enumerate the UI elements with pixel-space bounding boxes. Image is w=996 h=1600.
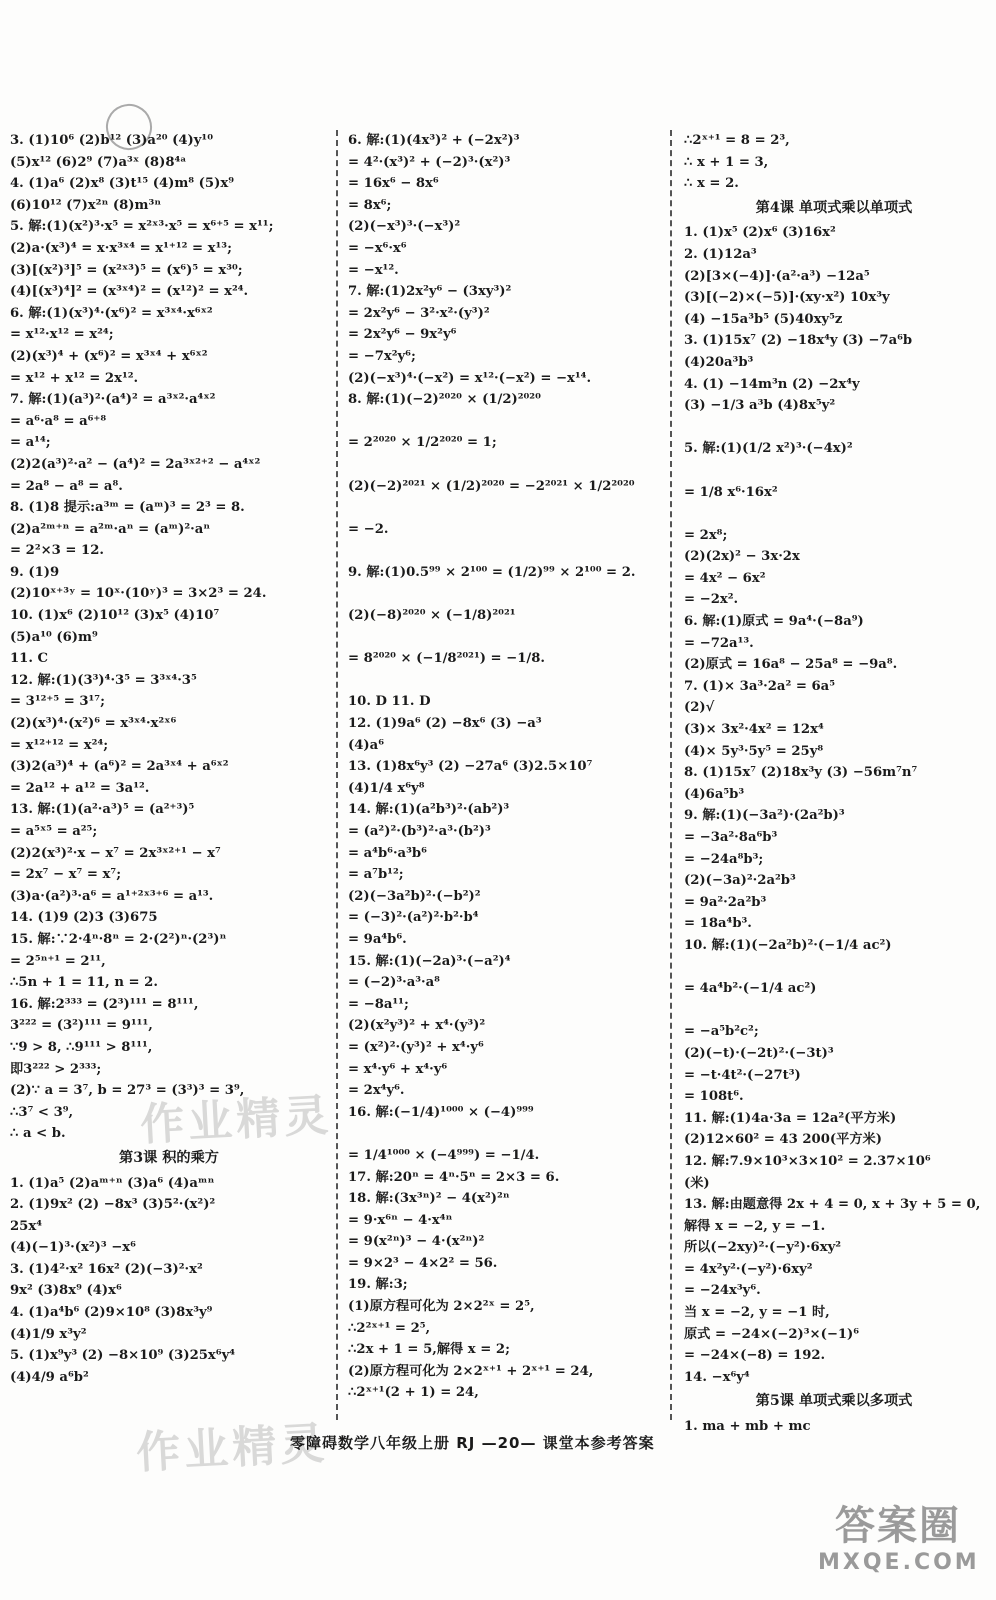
answer-line: = 2a¹² + a¹² = 3a¹².: [10, 780, 150, 796]
answer-line: = −2.: [348, 521, 389, 537]
answer-line: (4)1/4 x⁶y⁸: [348, 780, 425, 796]
answer-line: [348, 627, 658, 649]
answer-line: 5. 解:(1)(x²)³·x⁵ = x²ˣ³·x⁵ = x⁶⁺⁵ = x¹¹;: [10, 219, 274, 235]
page-footer: 零障碍数学八年级上册 RJ —20— 课堂本参考答案: [290, 1434, 655, 1452]
answer-line: (6)10¹² (7)x²ⁿ (8)m³ⁿ: [10, 197, 162, 213]
answer-line: = 8²⁰²⁰ × (−1/8²⁰²¹) = −1/8.: [348, 651, 545, 667]
answer-line: (4) −15a³b⁵ (5)40xy⁵z: [684, 311, 843, 327]
answer-line: (2)12×60² = 43 200(平方米): [684, 1132, 882, 1148]
answer-line: 2. (1)12a³: [684, 246, 757, 262]
answer-line: = a⁷b¹²;: [348, 867, 404, 883]
answer-line: (4)6a⁵b³: [684, 786, 745, 802]
answer-line: = x¹² + x¹² = 2x¹².: [10, 370, 139, 386]
answer-line: 解得 x = −2, y = −1.: [684, 1218, 826, 1234]
answer-line: 6. 解:(1)(x³)⁴·(x⁶)² = x³ˣ⁴·x⁶ˣ²: [10, 305, 213, 321]
answer-line: = 1/4¹⁰⁰⁰ × (−4⁹⁹⁹) = −1/4.: [348, 1147, 540, 1163]
answer-line: = 9×2³ − 4×2² = 56.: [348, 1255, 498, 1271]
answer-line: (2)(−3a)²·2a²b³: [684, 873, 796, 889]
answer-line: (5)a¹⁰ (6)m⁹: [10, 629, 98, 645]
answer-line: (2)(x³)⁴·(x²)⁶ = x³ˣ⁴·x²ˣ⁶: [10, 716, 177, 732]
answer-line: 1. (1)x⁵ (2)x⁶ (3)16x²: [684, 225, 836, 241]
answer-line: 18. 解:(3x³ⁿ)² − 4(x²)²ⁿ: [348, 1191, 510, 1207]
answer-line: = 2x⁸;: [684, 527, 728, 543]
answer-line: ∵9 > 8, ∴9¹¹¹ > 8¹¹¹,: [10, 1039, 153, 1055]
answer-line: 4. (1) −14m³n (2) −2x⁴y: [684, 376, 860, 392]
answer-line: 7. (1)× 3a³·2a² = 6a⁵: [684, 678, 835, 694]
lesson-heading: 第4课 单项式乘以单项式: [755, 199, 913, 216]
answer-line: = 9a⁴b⁶.: [348, 931, 407, 947]
answer-line: = −24×(−8) = 192.: [684, 1348, 826, 1364]
answer-line: 1. (1)a⁵ (2)aᵐ⁺ⁿ (3)a⁶ (4)aᵐⁿ: [10, 1175, 215, 1191]
answer-line: 17. 解:20ⁿ = 4ⁿ·5ⁿ = 2×3 = 6.: [348, 1169, 560, 1185]
answer-line: = 4a⁴b²·(−1/4 ac²): [684, 981, 817, 997]
lesson-heading: 第5课 单项式乘以多项式: [755, 1393, 913, 1410]
answer-line: 9. (1)9: [10, 564, 60, 580]
answer-line: [348, 540, 658, 562]
answer-line: (4)× 5y³·5y⁵ = 25y⁸: [684, 743, 824, 759]
watermark: 作业精灵: [135, 1418, 330, 1479]
answer-line: = 2²×3 = 12.: [10, 543, 104, 559]
answer-line: [684, 957, 984, 979]
answer-line: (3)[(x²)³]⁵ = (x²ˣ³)⁵ = (x⁶)⁵ = x³⁰;: [10, 262, 243, 278]
answer-line: (2)(−3a²b)²·(−b²)²: [348, 888, 481, 904]
answer-line: [348, 670, 658, 692]
answer-line: (3) −1/3 a³b (4)8x⁵y²: [684, 398, 836, 414]
answer-line: 8. (1)15x⁷ (2)18x³y (3) −56m⁷n⁷: [684, 765, 918, 781]
answer-line: ∴5n + 1 = 11, n = 2.: [10, 975, 158, 991]
answer-column-middle: [348, 130, 658, 1404]
answer-line: (5)x¹² (6)2⁹ (7)a³ˣ (8)8⁴ᵃ: [10, 154, 187, 170]
answer-line: = 9(x²ⁿ)³ − 4·(x²ⁿ)²: [348, 1234, 485, 1250]
answer-line: = 4²·(x³)² + (−2)³·(x²)³: [348, 154, 511, 170]
answer-line: 3. (1)15x⁷ (2) −18x⁴y (3) −7a⁶b: [684, 333, 913, 349]
answer-line: (4)4/9 a⁶b²: [10, 1369, 89, 1385]
answer-line: = a⁵ˣ⁵ = a²⁵;: [10, 824, 98, 839]
answer-line: = 108t⁶.: [684, 1089, 744, 1105]
answer-line: = (−3)²·(a²)²·b²·b⁴: [348, 910, 479, 926]
answer-line: 2. (1)9x² (2) −8x³ (3)5²·(x²)²: [10, 1197, 216, 1213]
answer-line: 5. (1)x⁹y³ (2) −8×10⁹ (3)25x⁶y⁴: [10, 1348, 236, 1364]
answer-line: = 2²⁰²⁰ × 1/2²⁰²⁰ = 1;: [348, 435, 497, 451]
answer-line: 5. 解:(1)(1/2 x²)³·(−4x)²: [684, 441, 853, 457]
answer-line: (2)(−x³)³·(−x³)²: [348, 219, 461, 235]
answer-line: = x⁴·y⁶ + x⁴·y⁶: [348, 1061, 448, 1077]
column-divider: [336, 130, 338, 1420]
answer-line: 12. (1)9a⁶ (2) −8x⁶ (3) −a³: [348, 716, 542, 732]
answer-line: = −x⁶·x⁶: [348, 240, 407, 256]
answer-line: = 1/8 x⁶·16x²: [684, 484, 778, 500]
answer-line: (4)[(x³)⁴]² = (x³ˣ⁴)² = (x¹²)² = x²⁴.: [10, 284, 249, 300]
answer-line: = 2x²y⁶ − 9x²y⁶: [348, 327, 457, 343]
answer-line: (3)a·(a²)³·a⁶ = a¹⁺²ˣ³⁺⁶ = a¹³.: [10, 888, 214, 904]
answer-line: ∴ a < b.: [10, 1126, 66, 1142]
answer-line: (2)∵ a = 3⁷, b = 27³ = (3³)³ = 3⁹,: [10, 1083, 245, 1099]
answer-line: = −2x².: [684, 592, 739, 608]
answer-line: = −24x³y⁶.: [684, 1283, 761, 1299]
answer-line: (2)(−8)²⁰²⁰ × (−1/8)²⁰²¹: [348, 608, 516, 624]
answer-line: = −3a²·8a⁶b³: [684, 830, 778, 845]
answer-line: (2)原方程可化为 2×2ˣ⁺¹ + 2ˣ⁺¹ = 24,: [348, 1363, 594, 1379]
answer-line: 7. 解:(1)2x²y⁶ − (3xy³)²: [348, 284, 512, 300]
answer-line: 即3²²² > 2³³³;: [10, 1061, 102, 1077]
answer-line: 9. 解:(1)(−3a²)·(2a²b)³: [684, 808, 845, 824]
answer-line: (3)× 3x²·4x² = 12x⁴: [684, 722, 824, 738]
answer-line: 9. 解:(1)0.5⁹⁹ × 2¹⁰⁰ = (1/2)⁹⁹ × 2¹⁰⁰ = 2.: [348, 564, 636, 580]
answer-line: = 18a⁴b³.: [684, 916, 752, 932]
answer-line: (2)(x³)⁴ + (x⁶)² = x³ˣ⁴ + x⁶ˣ²: [10, 348, 208, 364]
answer-line: 3. (1)10⁶ (2)b¹² (3)a²⁰ (4)y¹⁰: [10, 133, 213, 148]
answer-line: 原式 = −24×(−2)³×(−1)⁶: [684, 1326, 860, 1342]
answer-line: 8. 解:(1)(−2)²⁰²⁰ × (1/2)²⁰²⁰: [348, 392, 541, 408]
answer-line: = −7x²y⁶;: [348, 348, 416, 364]
answer-line: 16. 解:2³³³ = (2³)¹¹¹ = 8¹¹¹,: [10, 996, 199, 1012]
answer-line: = 16x⁶ − 8x⁶: [348, 176, 439, 192]
answer-line: = a¹⁴;: [10, 435, 51, 451]
answer-line: ∴2²ˣ⁺¹ = 2⁵,: [348, 1320, 431, 1336]
answer-line: 当 x = −2, y = −1 时,: [684, 1305, 830, 1321]
watermark: 作业精灵: [139, 1090, 334, 1151]
answer-line: ∴ x + 1 = 3,: [684, 154, 769, 170]
answer-line: (2)10ˣ⁺³ʸ = 10ˣ·(10ʸ)³ = 3×2³ = 24.: [10, 586, 267, 602]
answer-line: 所以(−2xy)²·(−y²)·6xy²: [684, 1240, 842, 1256]
answer-line: = 9·x⁶ⁿ − 4·x⁴ⁿ: [348, 1212, 453, 1228]
answer-line: 11. 解:(1)4a·3a = 12a²(平方米): [684, 1110, 897, 1126]
answer-line: [348, 454, 658, 476]
answer-column-right: [684, 130, 984, 1438]
answer-line: = 3¹²⁺⁵ = 3¹⁷;: [10, 694, 105, 710]
answer-line: 4. (1)a⁶ (2)x⁸ (3)t¹⁵ (4)m⁸ (5)x⁹: [10, 176, 234, 192]
answer-line: [348, 583, 658, 605]
answer-line: 14. −x⁶y⁴: [684, 1369, 750, 1385]
answer-line: (4)a⁶: [348, 737, 384, 753]
answer-line: 4. (1)a⁴b⁶ (2)9×10⁸ (3)8x³y⁹: [10, 1305, 213, 1321]
answer-line: = 2x²y⁶ − 3²·x²·(y³)²: [348, 305, 490, 321]
answer-line: 10. D 11. D: [348, 694, 431, 710]
logo-url: MXQE.COM: [818, 1550, 980, 1575]
column-divider: [670, 130, 672, 1420]
answer-line: 6. 解:(1)(4x³)² + (−2x²)³: [348, 133, 520, 148]
answer-line: ∴2ˣ⁺¹(2 + 1) = 24,: [348, 1385, 479, 1401]
answer-line: 16. 解:(−1/4)¹⁰⁰⁰ × (−4)⁹⁹⁹: [348, 1104, 534, 1120]
answer-line: [684, 460, 984, 482]
answer-line: = −8a¹¹;: [348, 996, 409, 1012]
answer-line: (3)[(−2)×(−5)]·(xy·x²) 10x³y: [684, 290, 890, 306]
answer-line: (2)√: [684, 700, 715, 716]
answer-line: ∴2x + 1 = 5,解得 x = 2;: [348, 1342, 510, 1358]
answer-line: = −72a¹³.: [684, 635, 754, 651]
answer-line: (3)2(a³)⁴ + (a⁶)² = 2a³ˣ⁴ + a⁶ˣ²: [10, 759, 229, 775]
answer-line: = 2a⁸ − a⁸ = a⁸.: [10, 478, 123, 494]
answer-line: = (x²)²·(y³)² + x⁴·y⁶: [348, 1039, 484, 1055]
answer-line: 13. (1)8x⁶y³ (2) −27a⁶ (3)2.5×10⁷: [348, 759, 593, 775]
answer-line: [348, 411, 658, 433]
answer-line: 9x² (3)8x⁹ (4)x⁶: [10, 1283, 122, 1299]
answer-line: (2)2(x³)²·x − x⁷ = 2x³ˣ²⁺¹ − x⁷: [10, 845, 221, 861]
answer-line: = x¹²·x¹² = x²⁴;: [10, 327, 114, 343]
answer-line: 10. 解:(1)(−2a²b)²·(−1/4 ac²): [684, 937, 892, 953]
answer-line: (2)a²ᵐ⁺ⁿ = a²ᵐ·aⁿ = (aᵐ)²·aⁿ: [10, 521, 211, 537]
answer-line: (4)1/9 x³y²: [10, 1326, 87, 1342]
answer-line: (2)2(a³)²·a² − (a⁴)² = 2a³ˣ²⁺² − a⁴ˣ²: [10, 456, 261, 472]
answer-line: = 8x⁶;: [348, 197, 392, 213]
answer-line: (4)20a³b³: [684, 354, 754, 370]
answer-line: 13. 解:由题意得 2x + 4 = 0, x + 3y + 5 = 0,: [684, 1197, 981, 1213]
answer-line: 3²²² = (3²)¹¹¹ = 9¹¹¹,: [10, 1018, 153, 1034]
answer-line: = 2⁵ⁿ⁺¹ = 2¹¹,: [10, 953, 106, 969]
answer-line: (2)(−x³)⁴·(−x²) = x¹²·(−x²) = −x¹⁴.: [348, 370, 592, 386]
answer-line: [348, 1123, 658, 1145]
answer-line: 19. 解:3;: [348, 1277, 408, 1293]
answer-line: (4)(−1)³·(x²)³ −x⁶: [10, 1240, 136, 1256]
answer-line: 7. 解:(1)(a³)²·(a⁴)² = a³ˣ²·a⁴ˣ²: [10, 392, 216, 408]
answer-line: = 4x²y²·(−y²)·6xy²: [684, 1261, 813, 1277]
answer-line: = x¹²⁺¹² = x²⁴;: [10, 737, 109, 753]
answer-line: 15. 解:(1)(−2a)³·(−a²)⁴: [348, 953, 511, 969]
answer-line: (2)原式 = 16a⁸ − 25a⁸ = −9a⁸.: [684, 657, 898, 673]
answer-line: = a⁶·a⁸ = a⁶⁺⁸: [10, 413, 107, 429]
answer-line: 12. 解:7.9×10³×3×10² = 2.37×10⁶: [684, 1153, 931, 1169]
answer-line: 14. 解:(1)(a²b³)²·(ab²)³: [348, 802, 510, 818]
answer-line: (2)[3×(−4)]·(a²·a³) −12a⁵: [684, 268, 870, 284]
answer-line: = (a²)²·(b³)²·a³·(b²)³: [348, 824, 491, 839]
answer-line: (2)(−t)·(−2t)²·(−3t)³: [684, 1045, 834, 1061]
answer-line: 25x⁴: [10, 1218, 42, 1234]
logo-text: 答案圈: [835, 1503, 961, 1549]
answer-line: = 2x⁴y⁶.: [348, 1083, 405, 1099]
answer-line: (米): [684, 1175, 710, 1191]
answer-line: (2)(x²y³)² + x⁴·(y³)²: [348, 1018, 486, 1034]
answer-line: 8. (1)8 提示:a³ᵐ = (aᵐ)³ = 2³ = 8.: [10, 500, 245, 516]
answer-line: = −x¹².: [348, 262, 399, 278]
answer-line: (2)(2x)² − 3x·2x: [684, 549, 800, 565]
answer-line: (1)原方程可化为 2×2²ˣ = 2⁵,: [348, 1299, 535, 1315]
answer-line: (2)a·(x³)⁴ = x·x³ˣ⁴ = x¹⁺¹² = x¹³;: [10, 240, 232, 256]
answer-line: [684, 417, 984, 439]
answer-line: = −a⁵b²c²;: [684, 1024, 759, 1040]
lesson-heading: 第3课 积的乘方: [119, 1149, 219, 1166]
site-logo: [818, 1502, 978, 1586]
answer-line: = 9a²·2a²b³: [684, 894, 767, 910]
answer-line: 10. (1)x⁶ (2)10¹² (3)x⁵ (4)10⁷: [10, 608, 220, 624]
answer-line: 12. 解:(1)(3³)⁴·3⁵ = 3³ˣ⁴·3⁵: [10, 672, 197, 688]
answer-line: 1. ma + mb + mc: [684, 1419, 811, 1435]
answer-line: 15. 解:∵2·4ⁿ·8ⁿ = 2·(2²)ⁿ·(2³)ⁿ: [10, 931, 227, 947]
answer-line: ∴3⁷ < 3⁹,: [10, 1104, 74, 1120]
answer-line: (2)(−2)²⁰²¹ × (1/2)²⁰²⁰ = −2²⁰²¹ × 1/2²⁰²⁰: [348, 478, 635, 494]
answer-line: 11. C: [10, 651, 49, 667]
answer-line: 6. 解:(1)原式 = 9a⁴·(−8a⁹): [684, 614, 864, 630]
answer-line: = −t·4t²·(−27t³): [684, 1067, 801, 1083]
answer-line: = a⁴b⁶·a³b⁶: [348, 845, 427, 861]
answer-line: = 4x² − 6x²: [684, 570, 766, 586]
answer-line: = (−2)³·a³·a⁸: [348, 975, 440, 991]
answer-line: = −24a⁸b³;: [684, 851, 764, 867]
answer-line: ∴ x = 2.: [684, 176, 739, 192]
answer-line: 3. (1)4²·x² 16x² (2)(−3)²·x²: [10, 1261, 203, 1277]
answer-line: 13. 解:(1)(a²·a³)⁵ = (a²⁺³)⁵: [10, 802, 195, 818]
answer-column-left: [10, 130, 328, 1388]
answer-line: 14. (1)9 (2)3 (3)675: [10, 910, 158, 926]
answer-line: [348, 497, 658, 519]
answer-line: [684, 1000, 984, 1022]
answer-line: ∴2ˣ⁺¹ = 8 = 2³,: [684, 133, 790, 148]
answer-line: = 2x⁷ − x⁷ = x⁷;: [10, 867, 122, 883]
answer-line: [684, 503, 984, 525]
